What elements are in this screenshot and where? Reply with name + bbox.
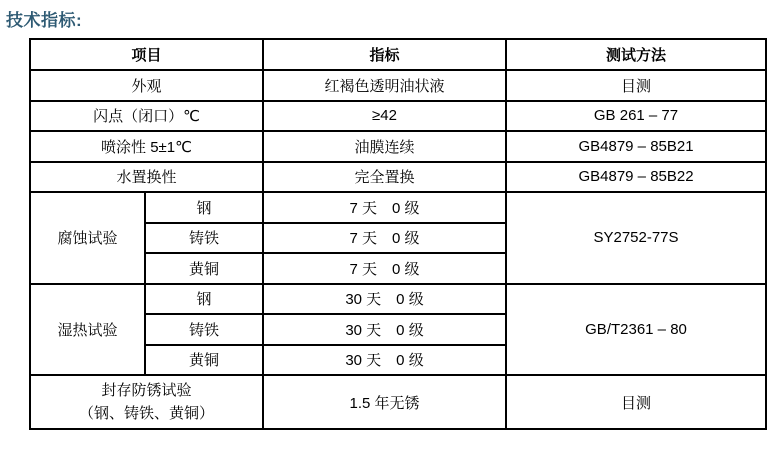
table-row-seal-rust: [30, 375, 766, 429]
cell-spec: 30 天 0 级: [263, 284, 506, 315]
table-row-corrosion-steel: [30, 192, 766, 223]
cell-spec: 30 天 0 级: [263, 314, 506, 345]
cell-spec: 7 天 0 级: [263, 192, 506, 223]
table-header-row: [30, 39, 766, 70]
table-row-flash-point: [30, 101, 766, 132]
cell-material: 铸铁: [145, 314, 263, 345]
table-row-dampheat-steel: [30, 284, 766, 315]
page-title: 技术指标:: [6, 11, 83, 30]
cell-method-dampheat: GB/T2361 – 80: [506, 284, 766, 376]
table-row-appearance: [30, 70, 766, 101]
cell-method: GB4879 – 85B21: [506, 131, 766, 162]
cell-method: 目测: [506, 70, 766, 101]
cell-item: 闪点（闭口）℃: [30, 101, 263, 132]
cell-item-line2: （钢、铸铁、黄铜）: [79, 405, 215, 422]
cell-spec: 30 天 0 级: [263, 345, 506, 376]
cell-spec: 7 天 0 级: [263, 223, 506, 254]
header-method: 测试方法: [506, 39, 766, 70]
cell-method: 目测: [506, 375, 766, 429]
cell-item: 外观: [30, 70, 263, 101]
cell-method: GB4879 – 85B22: [506, 162, 766, 193]
cell-spec: 油膜连续: [263, 131, 506, 162]
cell-spec: 红褐色透明油状液: [263, 70, 506, 101]
cell-material: 钢: [145, 192, 263, 223]
cell-material: 黄铜: [145, 345, 263, 376]
cell-item: 喷涂性 5±1℃: [30, 131, 263, 162]
cell-method-corrosion: SY2752-77S: [506, 192, 766, 284]
cell-spec: 完全置换: [263, 162, 506, 193]
cell-material: 黄铜: [145, 253, 263, 284]
cell-method: GB 261 – 77: [506, 101, 766, 132]
cell-item-line1: 封存防锈试验: [101, 381, 192, 399]
cell-group-corrosion: 腐蚀试验: [30, 192, 145, 284]
cell-group-dampheat: 湿热试验: [30, 284, 145, 376]
cell-spec: 7 天 0 级: [263, 253, 506, 284]
cell-material: 铸铁: [145, 223, 263, 254]
spec-table: [29, 38, 767, 430]
cell-spec: 1.5 年无锈: [263, 375, 506, 429]
table-row-water-displacement: [30, 162, 766, 193]
cell-item-seal-rust: [30, 375, 263, 429]
cell-spec: ≥42: [263, 101, 506, 132]
cell-item: 水置换性: [30, 162, 263, 193]
header-spec: 指标: [263, 39, 506, 70]
header-item: 项目: [30, 39, 263, 70]
table-row-sprayability: [30, 131, 766, 162]
cell-material: 钢: [145, 284, 263, 315]
